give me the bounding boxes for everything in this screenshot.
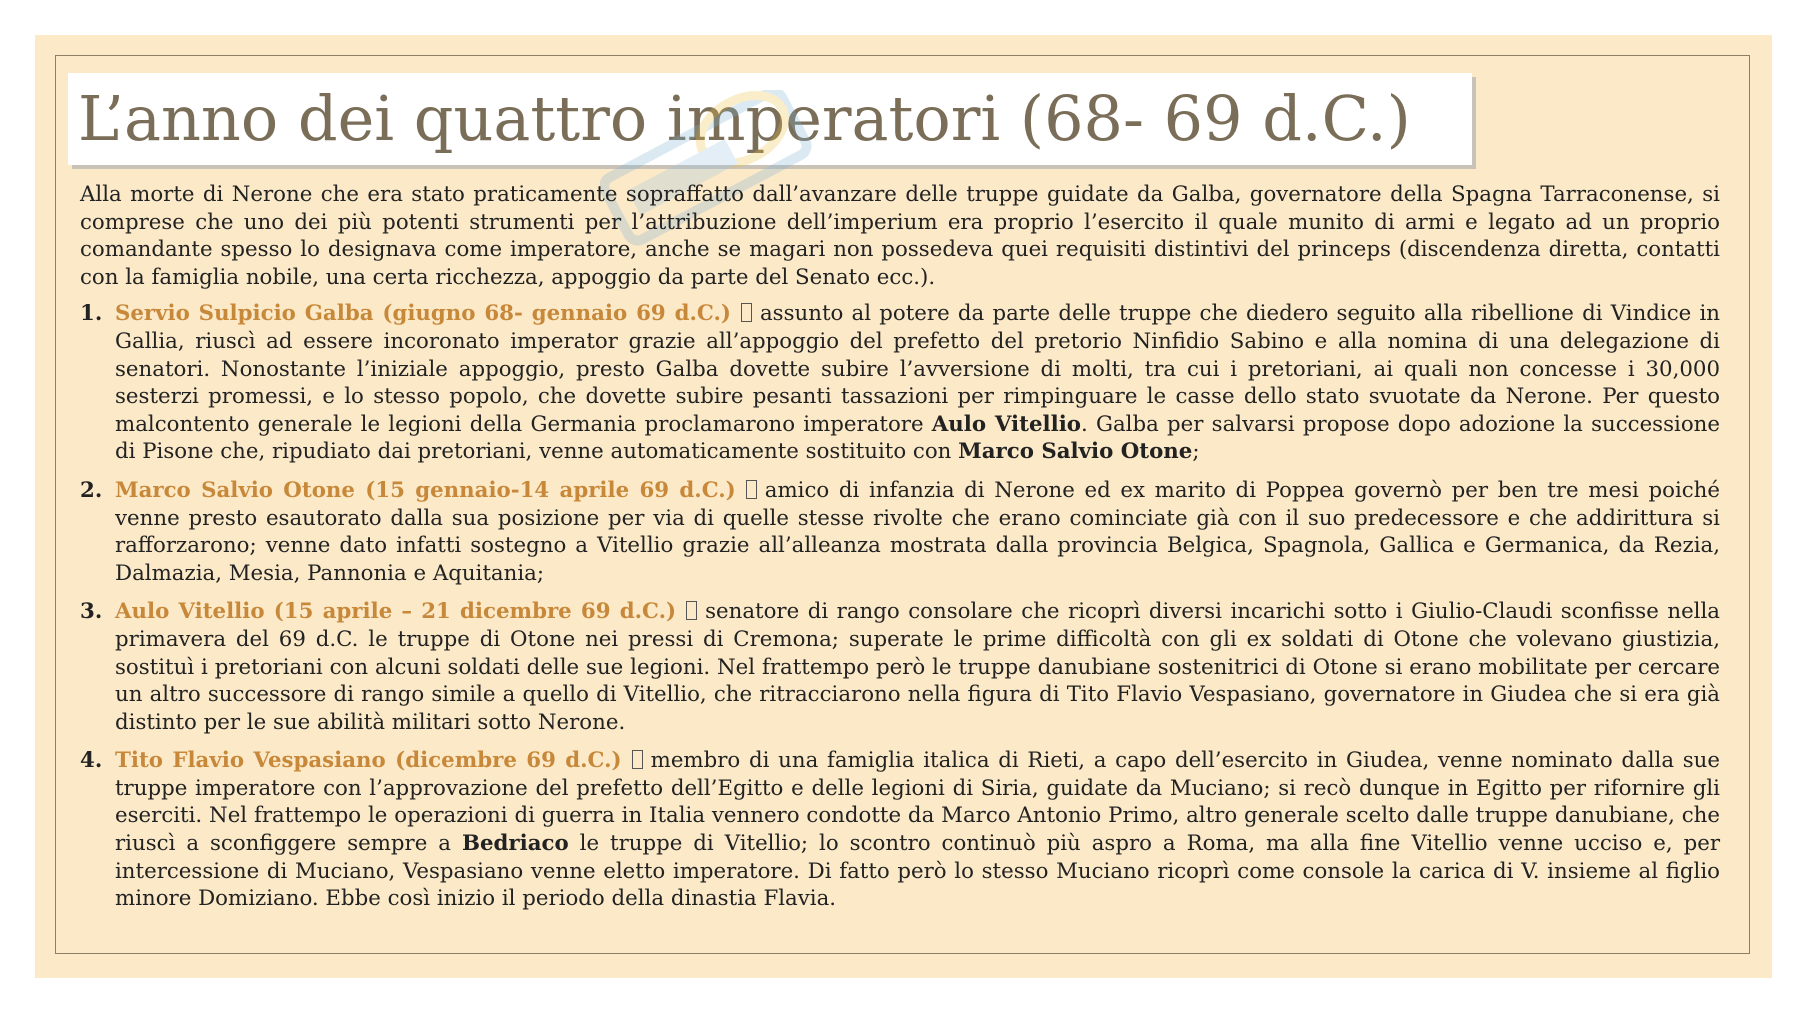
item-text: membro di una famiglia italica di Rieti, a capo dell’esercito in Giudea, venne nominato dalla sue truppe imperatore con l’approvazione del prefetto dell’Egitto e delle legioni di Siria, guidate da Muciano; si recò dunque in Egitto per rifornire gli eserciti. Nel frattempo le operazioni di guerra in Italia vennero condotte da Marco Antonio Primo, altro generale scelto dalle truppe danubiane, che riuscì a sconfiggere sempre a <box>115 748 1720 857</box>
arrow-placeholder-icon <box>746 480 757 499</box>
list-item <box>80 598 1720 736</box>
item-text: . Galba per salvarsi propose dopo adozione la successione di Pisone che, ripudiato dai pretoriani, venne automaticamente sostituito con <box>115 411 1720 465</box>
arrow-placeholder-icon <box>741 303 752 322</box>
slide <box>35 35 1772 978</box>
item-text: assunto al potere da parte delle truppe che diedero seguito alla ribellione di Vindice in Gallia, riuscì ad essere incoronato imperator grazie all’appoggio del prefetto del pretorio Ninfidio Sabino e alla nomina di una delegazione di senatori. Nonostante l’iniziale appoggio, presto Galba dovette subire l’avversione di molti, tra cui i pretoriani, ai quali non concesse i 30,000 sesterzi promessi, e lo stesso popolo, che dovette subire pesanti tassazioni per rimpinguare le casse dello stato svuotate da Nerone. Per questo malcontento generale le legioni della Germania proclamarono imperatore <box>115 301 1721 437</box>
arrow-placeholder-icon <box>632 750 643 769</box>
item-text: le truppe di Vitellio; lo scontro continuò più aspro a Roma, ma alla fine Vitellio venne ucciso e, per intercessione di Muciano, Vespasiano venne eletto imperatore. Di fatto però lo stesso Muciano ricoprì come console la carica di V. insieme al figlio minore Domiziano. Ebbe così inizio il periodo della dinastia Flavia. <box>115 831 1721 912</box>
intro-paragraph: Alla morte di Nerone che era stato praticamente sopraffatto dall’avanzare delle truppe guidate da Galba, governatore della Spagna Tarraconense, si comprese che uno dei più potenti strumenti per l’attribuzione dell’imperium era proprio l’esercito il quale munito di armi e legato ad un proprio comandante spesso lo designava come imperatore, anche se magari non possedeva quei requisiti distintivi del princeps (discendenza diretta, contatti con la famiglia nobile, una certa ricchezza, appoggio da parte del Senato ecc.). <box>80 182 1720 290</box>
item-heading: Aulo Vitellio (15 aprile – 21 dicembre 69 d.C.) <box>115 599 677 625</box>
list-item <box>80 300 1720 466</box>
item-bold: Marco Salvio Otone <box>958 439 1193 465</box>
item-number: 2. <box>80 477 103 503</box>
list-item <box>80 747 1720 913</box>
item-bold: Aulo Vitellio <box>931 411 1081 437</box>
slide-title: L’anno dei quattro imperatori (68- 69 d.C.) <box>78 82 1411 155</box>
item-text: ; <box>1192 439 1200 465</box>
item-text: senatore di rango consolare che ricoprì diversi incarichi sotto i Giulio-Claudi sconfisse nella primavera del 69 d.C. le truppe di Otone nei pressi di Cremona; superate le prime difficoltà con gli ex soldati di Otone che volevano giustizia, sostituì i pretoriani con alcuni soldati delle sue legioni. Nel frattempo però le truppe danubiane sostenitrici di Otone si erano mobilitate per cercare un altro successore di rango simile a quello di Vitellio, che ritracciarono nella figura di Tito Flavio Vespasiano, governatore in Giudea che si era già distinto per le sue abilità militari sotto Nerone. <box>115 599 1720 735</box>
emperors-list <box>80 300 1720 912</box>
item-text: amico di infanzia di Nerone ed ex marito di Poppea governò per ben tre mesi poiché venne presto esautorato dalla sua posizione per via di quelle stesse rivolte che erano cominciate già con il suo predecessore e che addirittura si rafforzarono; venne dato infatti sostegno a Vitellio grazie all’alleanza mostrata dalla provincia Belgica, Spagnola, Gallica e Germanica, da Rezia, Dalmazia, Mesia, Pannonia e Aquitania; <box>115 477 1720 586</box>
title-box <box>68 73 1472 165</box>
item-heading: Marco Salvio Otone (15 gennaio-14 aprile 69 d.C.) <box>115 477 736 503</box>
item-bold: Bedriaco <box>461 831 569 857</box>
item-heading: Servio Sulpicio Galba (giugno 68- gennaio 69 d.C.) <box>115 301 731 327</box>
item-number: 3. <box>80 599 103 625</box>
arrow-placeholder-icon <box>686 601 697 620</box>
content-area <box>80 181 1720 924</box>
list-item <box>80 477 1720 587</box>
item-number: 4. <box>80 748 103 774</box>
item-heading: Tito Flavio Vespasiano (dicembre 69 d.C.) <box>115 748 622 774</box>
item-number: 1. <box>80 301 103 327</box>
